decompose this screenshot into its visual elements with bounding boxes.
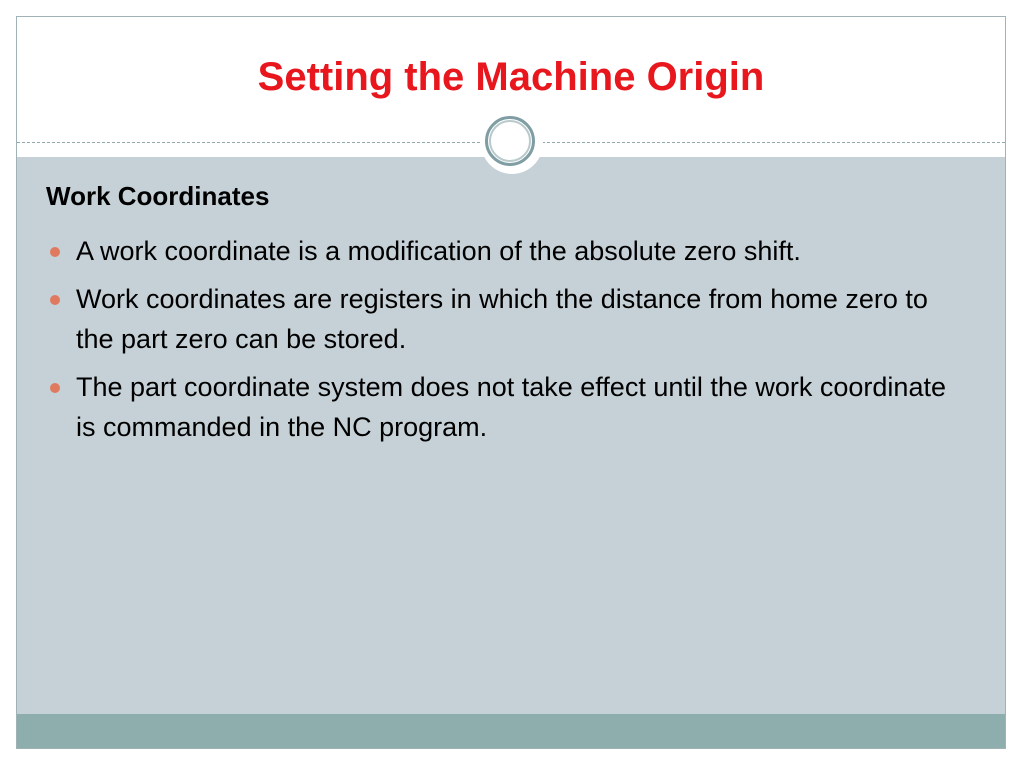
bullet-text: A work coordinate is a modification of the absolute zero shift. — [76, 236, 801, 266]
footer-band — [17, 714, 1005, 748]
bullet-text: Work coordinates are registers in which the distance from home zero to the part zero can be stored. — [76, 284, 928, 354]
bullet-dot-icon — [50, 295, 60, 305]
circle-ornament-icon — [481, 112, 543, 174]
bullet-list — [46, 231, 966, 455]
bullet-text: The part coordinate system does not take effect until the work coordinate is commanded in the NC program. — [76, 372, 946, 442]
bullet-item — [46, 279, 966, 359]
bullet-item — [46, 231, 966, 271]
section-heading: Work Coordinates — [46, 181, 270, 211]
bullet-dot-icon — [50, 383, 60, 393]
ornament-inner-ring — [489, 120, 531, 162]
bullet-item — [46, 367, 966, 447]
slide-title: Setting the Machine Origin — [257, 55, 765, 99]
slide — [16, 16, 1006, 749]
bullet-dot-icon — [50, 247, 60, 257]
